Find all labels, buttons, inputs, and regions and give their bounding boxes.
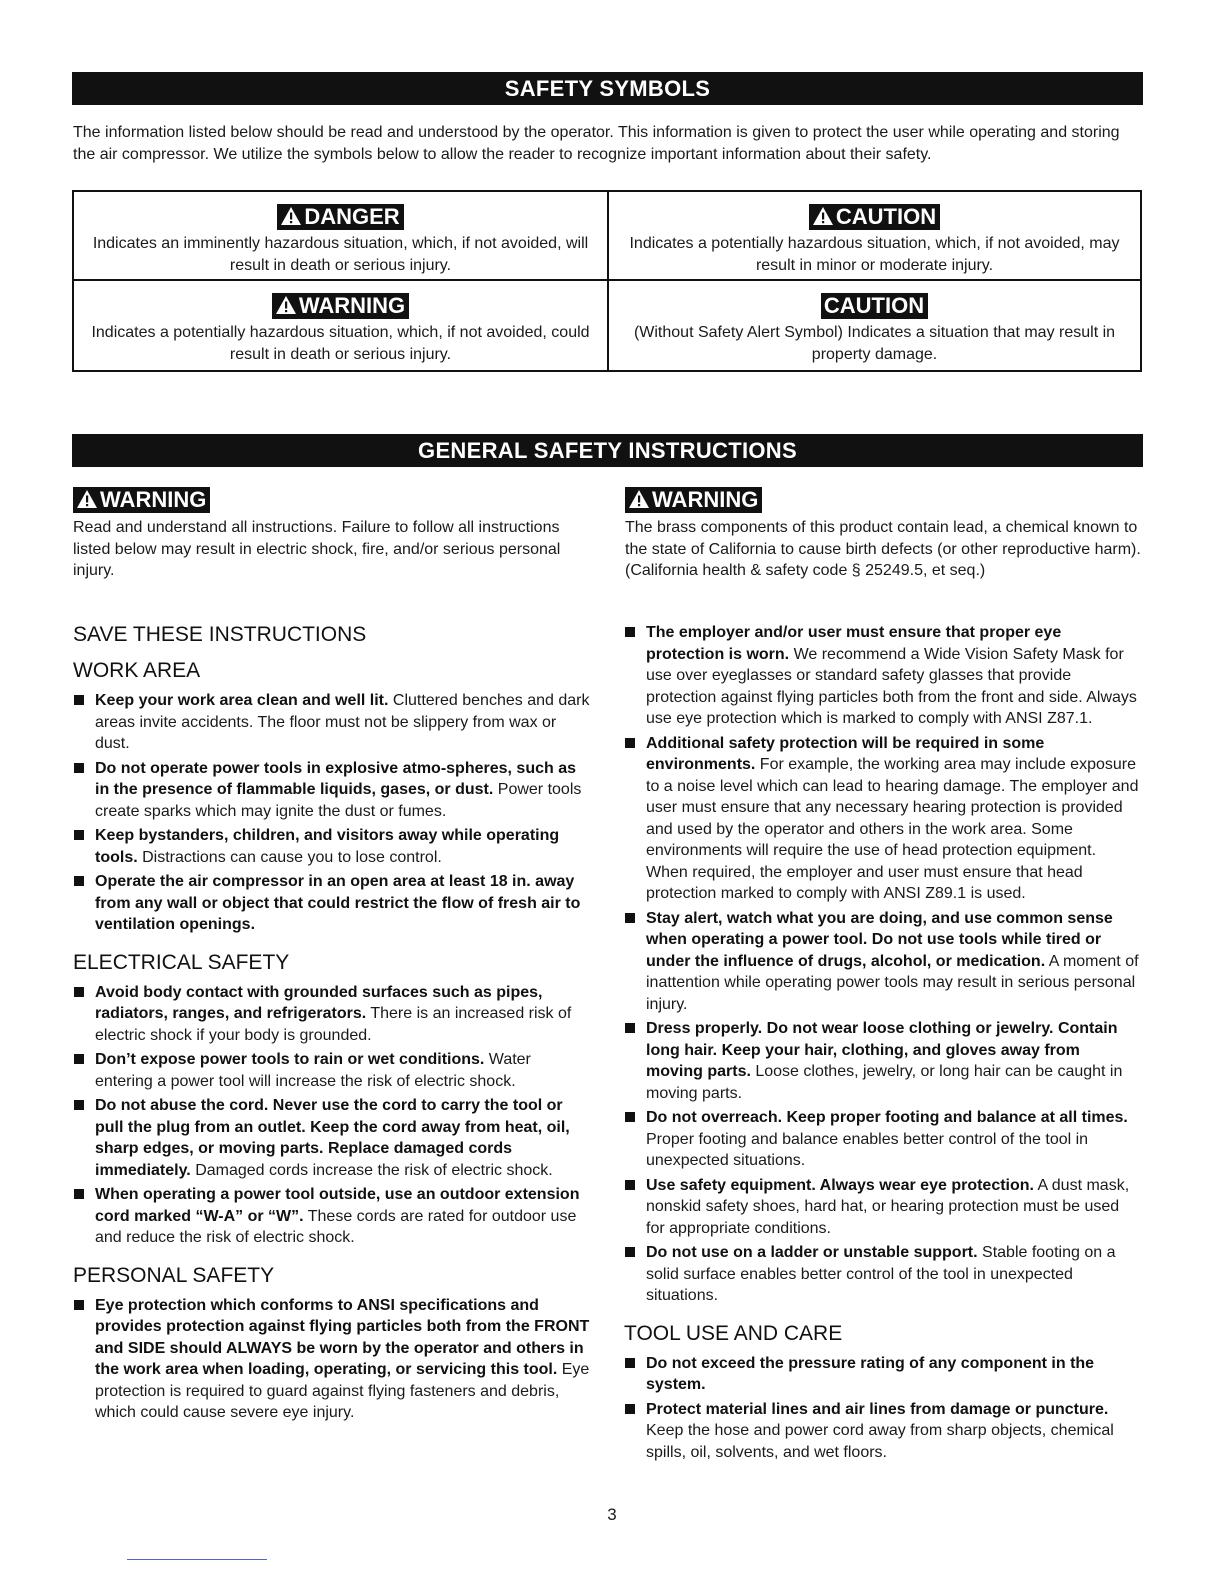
- bullet-square-icon: [625, 1112, 635, 1122]
- warning-lead-text: The brass components of this product contain lead, a chemical known to the state of California to cause birth defects (or other reproductive harm).: [625, 519, 1141, 558]
- caution-plain-description: (Without Safety Alert Symbol) Indicates a situation that may result in property damage.: [633, 324, 1116, 363]
- bullet-square-icon: [625, 1247, 635, 1257]
- save-instructions-heading: SAVE THESE INSTRUCTIONS: [73, 623, 367, 646]
- personal-safety-list-continued: [624, 622, 1139, 1307]
- alert-triangle-icon: [76, 489, 98, 509]
- left-column: [73, 622, 593, 1427]
- bullet-square-icon: [74, 876, 84, 886]
- electrical-safety-heading: ELECTRICAL SAFETY: [73, 950, 290, 974]
- footer-divider: [127, 1559, 267, 1560]
- caution-alert-cell: [609, 192, 1140, 281]
- danger-cell: [74, 192, 609, 281]
- alert-triangle-icon: [280, 206, 302, 226]
- list-item: Do not operate power tools in explosive atmo-spheres, such as in the presence of flammable liquids, gases, or dust. Power tools create sparks which may ignite the dust or fumes.: [73, 758, 593, 823]
- bullet-square-icon: [74, 1189, 84, 1199]
- page-number: 3: [607, 1505, 617, 1524]
- bullet-square-icon: [74, 830, 84, 840]
- caution-plain-label: CAUTION: [821, 293, 928, 319]
- list-item: When operating a power tool outside, use an outdoor extension cord marked “W-A” or “W”. These cords are rated for outdoor use and reduce the risk of electric shock.: [73, 1184, 593, 1249]
- caution-plain-cell: [609, 281, 1140, 370]
- warning-read-instructions: [73, 487, 593, 582]
- bullet-square-icon: [625, 1358, 635, 1368]
- list-item: Protect material lines and air lines from damage or puncture. Keep the hose and power cord away from sharp objects, chemical spills, oil, solvents, and wet floors.: [624, 1399, 1139, 1464]
- personal-safety-list: [73, 1295, 593, 1424]
- list-item: Keep bystanders, children, and visitors away while operating tools. Distractions can cause you to lose control.: [73, 825, 593, 868]
- bullet-square-icon: [74, 987, 84, 997]
- list-item: Do not exceed the pressure rating of any component in the system.: [624, 1353, 1139, 1396]
- list-item: Additional safety protection will be required in some environments. For example, the working area may include exposure to a noise level which can lead to hearing damage. The employer and user must ensure that any necessary hearing protection is provided and used by the operator and others in the work area. Some environments will require the use of head protection equipment. When required, the employer and user must ensure that head protection marked to comply with ANSI Z89.1 is used.: [624, 733, 1139, 905]
- list-item: Operate the air compressor in an open area at least 18 in. away from any wall or object that could restrict the flow of fresh air to ventilation openings.: [73, 871, 593, 936]
- alert-triangle-icon: [275, 295, 297, 315]
- tool-use-list: [624, 1353, 1139, 1464]
- tool-use-heading: TOOL USE AND CARE: [624, 1321, 843, 1345]
- bullet-square-icon: [625, 1404, 635, 1414]
- warning-label: WARNING: [73, 487, 210, 513]
- bullet-square-icon: [74, 763, 84, 773]
- list-item: Avoid body contact with grounded surfaces such as pipes, radiators, ranges, and refrigerators. There is an increased risk of electric shock if your body is grounded.: [73, 982, 593, 1047]
- warning-cell: [74, 281, 609, 370]
- bullet-square-icon: [625, 738, 635, 748]
- warning-lead-note: (California health & safety code § 25249.5, et seq.): [625, 562, 986, 579]
- warning-lead-content: [625, 487, 1145, 582]
- list-item: Eye protection which conforms to ANSI specifications and provides protection against flying particles both from the FRONT and SIDE should ALWAYS be worn by the operator and others in the work area when loading, operating, or servicing this tool. Eye protection is required to guard against flying fasteners and debris, which could cause severe eye injury.: [73, 1295, 593, 1424]
- warning-label: WARNING: [272, 293, 409, 319]
- bullet-square-icon: [74, 1100, 84, 1110]
- work-area-list: [73, 690, 593, 936]
- list-item: Use safety equipment. Always wear eye protection. A dust mask, nonskid safety shoes, hard hat, or hearing protection must be used for appropriate conditions.: [624, 1175, 1139, 1240]
- caution-alert-label: CAUTION: [809, 204, 940, 230]
- electrical-safety-list: [73, 982, 593, 1249]
- bullet-square-icon: [625, 1180, 635, 1190]
- general-safety-banner: GENERAL SAFETY INSTRUCTIONS: [72, 434, 1143, 467]
- list-item: Stay alert, watch what you are doing, and use common sense when operating a power tool. Do not use tools while tired or under the influence of drugs, alcohol, or medication. A moment of inattention while operating power tools may result in serious personal injury.: [624, 908, 1139, 1016]
- safety-symbols-intro: The information listed below should be read and understood by the operator. This information is given to protect the user while operating and storing the air compressor. We utilize the symbols below to allow the reader to recognize important information about their safety.: [73, 124, 1120, 163]
- safety-symbols-banner: SAFETY SYMBOLS: [72, 72, 1143, 105]
- safety-symbols-table: [72, 190, 1142, 372]
- warning-description: Indicates a potentially hazardous situation, which, if not avoided, could result in death or serious injury.: [91, 324, 590, 363]
- alert-triangle-icon: [812, 206, 834, 226]
- personal-safety-heading: PERSONAL SAFETY: [73, 1263, 275, 1287]
- warning-label: WARNING: [625, 487, 762, 513]
- bullet-square-icon: [74, 1300, 84, 1310]
- list-item: Do not abuse the cord. Never use the cord to carry the tool or pull the plug from an outlet. Keep the cord away from heat, oil, sharp edges, or moving parts. Replace damaged cords immediately. Damaged cords increase the risk of electric shock.: [73, 1095, 593, 1181]
- list-item: Don’t expose power tools to rain or wet conditions. Water entering a power tool will increase the risk of electric shock.: [73, 1049, 593, 1092]
- alert-triangle-icon: [628, 489, 650, 509]
- right-column: [624, 622, 1139, 1466]
- list-item: Do not overreach. Keep proper footing and balance at all times. Proper footing and balance enables better control of the tool in unexpected situations.: [624, 1107, 1139, 1172]
- danger-label: DANGER: [277, 204, 403, 230]
- warning-read-text: Read and understand all instructions. Failure to follow all instructions listed below may result in electric shock, fire, and/or serious personal injury.: [73, 519, 561, 579]
- work-area-heading: WORK AREA: [73, 659, 201, 682]
- danger-description: Indicates an imminently hazardous situation, which, if not avoided, will result in death or serious injury.: [92, 235, 589, 274]
- list-item: Keep your work area clean and well lit. Cluttered benches and dark areas invite accidents. The floor must not be slippery from wax or dust.: [73, 690, 593, 755]
- list-item: Dress properly. Do not wear loose clothing or jewelry. Contain long hair. Keep your hair, clothing, and gloves away from moving parts. Loose clothes, jewelry, or long hair can be caught in moving parts.: [624, 1018, 1139, 1104]
- bullet-square-icon: [625, 913, 635, 923]
- bullet-square-icon: [74, 695, 84, 705]
- caution-alert-description: Indicates a potentially hazardous situation, which, if not avoided, may result in minor or moderate injury.: [629, 235, 1120, 274]
- list-item: The employer and/or user must ensure that proper eye protection is worn. We recommend a Wide Vision Safety Mask for use over eyeglasses or standard safety glasses that provide protection against flying particles both from the front and side. Always use eye protection which is marked to comply with ANSI Z87.1.: [624, 622, 1139, 730]
- bullet-square-icon: [74, 1054, 84, 1064]
- bullet-square-icon: [625, 1023, 635, 1033]
- list-item: Do not use on a ladder or unstable support. Stable footing on a solid surface enables better control of the tool in unexpected situations.: [624, 1242, 1139, 1307]
- bullet-square-icon: [625, 627, 635, 637]
